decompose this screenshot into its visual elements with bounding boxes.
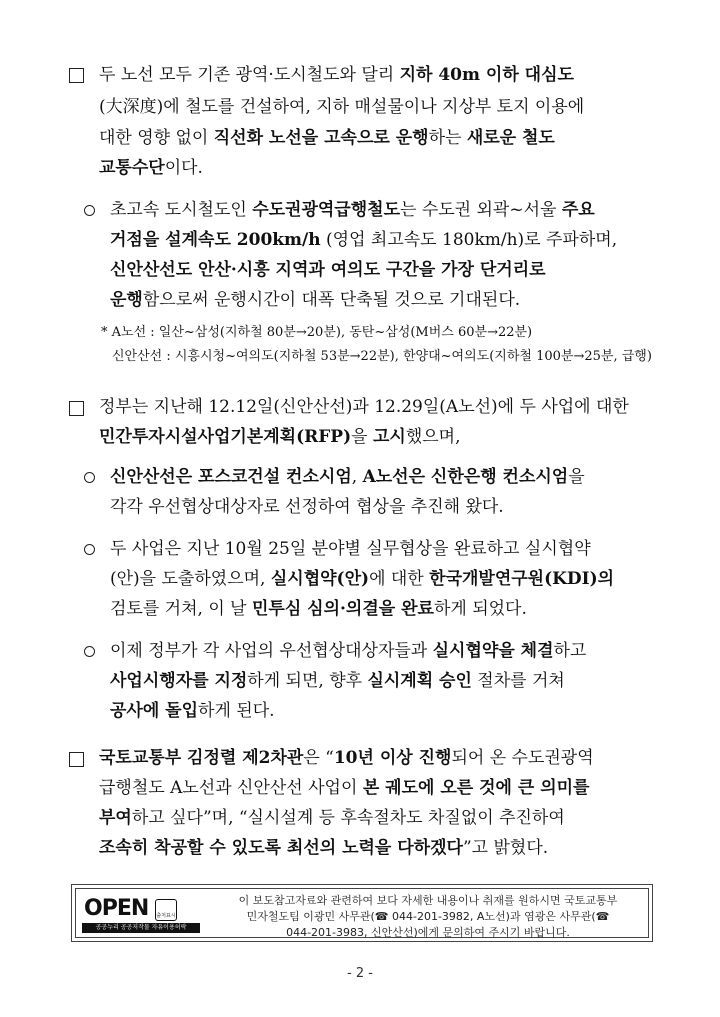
- para1-line1: 두 노선 모두 기존 광역·도시철도와 달리 지하 40m 이하 대심도: [99, 65, 574, 85]
- note-a-line: * A노선 : 일산~삼성(지하철 80분→20분), 동탄~삼성(M버스 60분→22분): [101, 325, 533, 340]
- para2b-line1: 두 사업은 지난 10월 25일 분야별 실무협상을 완료하고 실시협약: [110, 539, 591, 559]
- para1-line3: 대한 영향 없이 직선화 노선을 고속으로 운행하는 새로운 철도: [99, 128, 555, 148]
- para1a-line4: 운행함으로써 운행시간이 대폭 단축될 것으로 기대된다.: [110, 290, 521, 310]
- contact-line-2: 민자철도팀 이광민 사무관(☎ 044-201-3982, A노선)과 염광은 사무관(☎: [246, 910, 610, 923]
- circle-bullet: [84, 646, 95, 657]
- kogl-open-logo: [82, 897, 200, 937]
- contact-line-1: 이 보도참고자료와 관련하여 보다 자세한 내용이나 취재를 원하시면 국토교통부: [238, 894, 618, 907]
- para2a-line1: 신안산선은 포스코건설 컨소시엄, A노선은 신한은행 컨소시엄을: [110, 467, 585, 487]
- page-number: - 2 -: [347, 966, 373, 981]
- para1-line2: (大深度)에 철도를 건설하여, 지하 매설물이나 지상부 토지 이용에: [99, 97, 585, 117]
- attribution-badge-icon: 출처표시: [155, 899, 177, 921]
- para3-line3: 부여하고 싶다”며, “실시설계 등 후속절차도 차질없이 추진하여: [99, 808, 565, 828]
- para3-line4: 조속히 착공할 수 있도록 최선의 노력을 다하겠다”고 밝혔다.: [99, 838, 549, 858]
- contact-info-box: [71, 884, 653, 942]
- circle-bullet: [84, 205, 95, 216]
- para1a-line2: 거점을 설계속도 200km/h (영업 최고속도 180km/h)로 주파하며,: [110, 230, 618, 250]
- checkbox-square-bullet: [69, 401, 84, 416]
- contact-info-inner-frame: [75, 888, 649, 938]
- para2-line1: 정부는 지난해 12.12일(신안산선)과 12.29일(A노선)에 두 사업에 대한: [99, 397, 629, 417]
- checkbox-square-bullet: [69, 752, 84, 767]
- para3-line2: 급행철도 A노선과 신안산선 사업이 본 궤도에 오른 것에 큰 의미를: [99, 778, 590, 798]
- para1a-line3: 신안산선도 안산·시흥 지역과 여의도 구간을 가장 단거리로: [110, 260, 546, 280]
- para2b-line2: (안)을 도출하였으며, 실시협약(안)에 대한 한국개발연구원(KDI)의: [110, 569, 615, 589]
- para1-line4: 교통수단이다.: [99, 158, 203, 178]
- para2a-line2: 각각 우선협상대상자로 선정하여 협상을 추진해 왔다.: [110, 497, 504, 517]
- para2b-line3: 검토를 거쳐, 이 날 민투심 심의·의결을 완료하게 되었다.: [110, 599, 527, 619]
- para2-line2: 민간투자시설사업기본계획(RFP)을 고시했으며,: [99, 427, 461, 447]
- para2c-line3: 공사에 돌입하게 된다.: [110, 701, 275, 721]
- contact-line-3: 044-201-3983, 신안산선)에게 문의하여 주시기 바랍니다.: [286, 926, 570, 939]
- para1a-line1: 초고속 도시철도인 수도권광역급행철도는 수도권 외곽~서울 주요: [110, 200, 595, 220]
- circle-bullet: [84, 544, 95, 555]
- contact-text: [208, 893, 648, 941]
- note-sinansan: 신안산선 : 시흥시청~여의도(지하철 53분→22분), 한양대~여의도(지하철 100분→25분, 급행): [112, 349, 652, 364]
- checkbox-square-bullet: [69, 68, 84, 83]
- para3-line1: 국토교통부 김정렬 제2차관은 “10년 이상 진행되어 온 수도권광역: [99, 748, 594, 768]
- circle-bullet: [84, 472, 95, 483]
- para2c-line1: 이제 정부가 각 사업의 우선협상대상자들과 실시협약을 체결하고: [110, 641, 587, 661]
- open-logo-subtitle: 공공누리 공공저작물 자유이용허락: [82, 923, 200, 933]
- open-logo-word: OPEN: [84, 896, 149, 921]
- para2c-line2: 사업시행자를 지정하게 되면, 향후 실시계획 승인 절차를 거쳐: [110, 671, 565, 691]
